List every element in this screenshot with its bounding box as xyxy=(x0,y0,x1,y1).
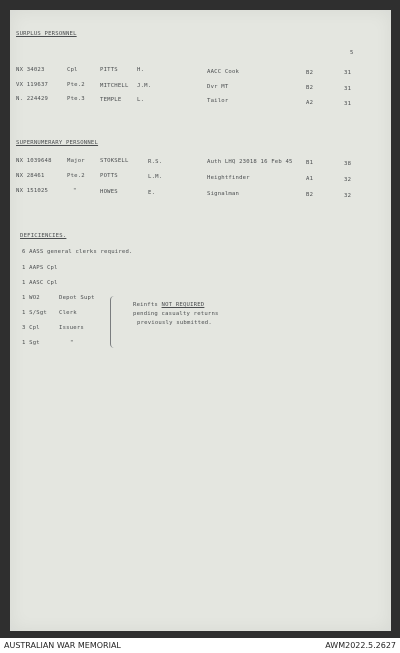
surname: STOKSELL xyxy=(100,158,129,164)
note-emphasis: NOT REQUIRED xyxy=(161,302,205,308)
deficiency-line: 1 AASC Cpl xyxy=(22,280,58,286)
note-line-3: previously submitted. xyxy=(137,320,212,326)
supernumerary-heading: SUPERNUMERARY PERSONNEL xyxy=(16,140,99,146)
grade-2: 31 xyxy=(344,86,352,92)
grade-1: B1 xyxy=(306,160,314,166)
footer-bar xyxy=(0,638,400,653)
grade-1: B2 xyxy=(306,192,314,198)
deficiencies-intro: 6 AASS general clerks required. xyxy=(22,249,133,255)
quantity-rank: 1 Sgt xyxy=(22,340,40,346)
grade-2: 32 xyxy=(344,177,352,183)
quantity-rank: 3 Cpl xyxy=(22,325,40,331)
initials: J.M. xyxy=(137,83,152,89)
quantity-rank: 1 WO2 xyxy=(22,295,40,301)
deficiencies-heading: DEFICIENCIES. xyxy=(20,233,67,239)
description: " xyxy=(70,340,74,346)
footer-institution: AUSTRALIAN WAR MEMORIAL xyxy=(4,641,121,650)
initials: R.S. xyxy=(148,159,163,165)
deficiency-line: 1 AAPS Cpl xyxy=(22,265,58,271)
surname: POTTS xyxy=(100,173,118,179)
description: Issuers xyxy=(59,325,84,331)
grade-2: 32 xyxy=(344,193,352,199)
service-number: NX 28461 xyxy=(16,173,45,179)
service-number: NX 34023 xyxy=(16,67,45,73)
grade-1: B2 xyxy=(306,70,314,76)
quantity-rank: 1 S/Sgt xyxy=(22,310,47,316)
service-number: NX 1039648 xyxy=(16,158,52,164)
surname: PITTS xyxy=(100,67,118,73)
service-number: NX 151025 xyxy=(16,188,49,194)
bracket-mark xyxy=(110,296,117,348)
grade-1: A1 xyxy=(306,176,314,182)
margin-mark: 5 xyxy=(350,50,354,56)
role: Auth LHQ 23018 16 Feb 45 xyxy=(207,159,293,165)
grade-2: 31 xyxy=(344,70,352,76)
surname: MITCHELL xyxy=(100,83,129,89)
initials: E. xyxy=(148,190,156,196)
initials: L. xyxy=(137,97,145,103)
rank: Pte.3 xyxy=(67,96,85,102)
role: Signalman xyxy=(207,191,240,197)
initials: H. xyxy=(137,67,145,73)
footer-accession-number: AWM2022.5.2627 xyxy=(325,641,396,650)
description: Clerk xyxy=(59,310,77,316)
surname: HOWES xyxy=(100,189,118,195)
grade-2: 31 xyxy=(344,101,352,107)
role: Heightfinder xyxy=(207,175,250,181)
role: Tailor xyxy=(207,98,229,104)
role: AACC Cook xyxy=(207,69,240,75)
description: Depot Supt xyxy=(59,295,95,301)
role: Dvr MT xyxy=(207,84,229,90)
rank: Pte.2 xyxy=(67,82,85,88)
service-number: VX 119637 xyxy=(16,82,49,88)
note-prefix: Reinfts xyxy=(133,302,162,308)
grade-1: B2 xyxy=(306,85,314,91)
grade-2: 38 xyxy=(344,161,352,167)
initials: L.M. xyxy=(148,174,163,180)
note-line-2: pending casualty returns xyxy=(133,311,219,317)
rank: Major xyxy=(67,158,85,164)
service-number: N. 224429 xyxy=(16,96,49,102)
rank: Pte.2 xyxy=(67,173,85,179)
rank: Cpl xyxy=(67,67,78,73)
surplus-heading: SURPLUS PERSONNEL xyxy=(16,31,77,37)
surname: TEMPLE xyxy=(100,97,122,103)
grade-1: A2 xyxy=(306,100,314,106)
rank: " xyxy=(73,188,77,194)
